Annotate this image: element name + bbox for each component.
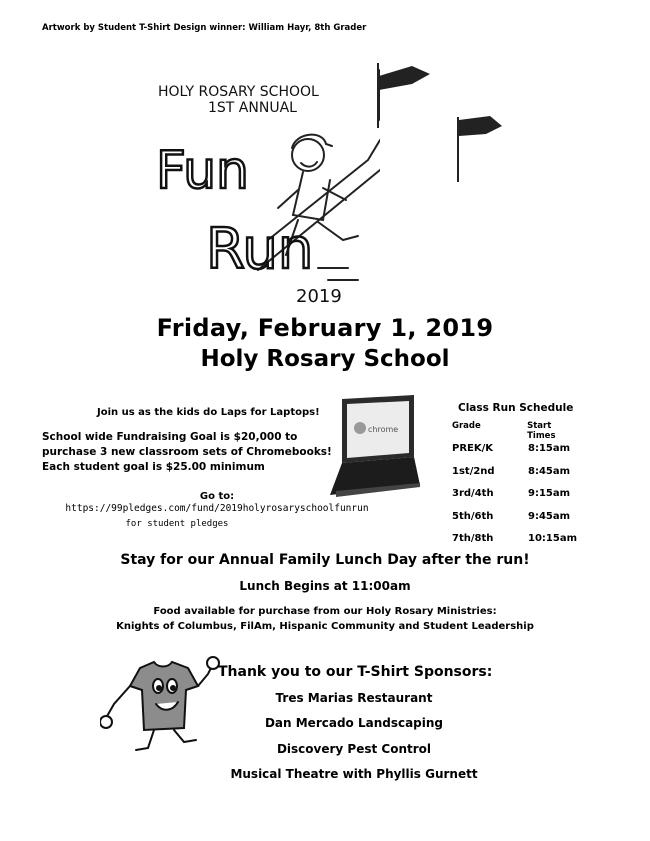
sponsor-item: Discovery Pest Control bbox=[276, 742, 432, 756]
lunch-day-heading: Stay for our Annual Family Lunch Day after the run! bbox=[120, 552, 530, 568]
schedule-grade: 7th/8th bbox=[452, 533, 494, 545]
chromebook-laptop-icon bbox=[330, 395, 420, 500]
sponsors-title: Thank you to our T-Shirt Sponsors: bbox=[218, 664, 493, 680]
schedule-grade: 5th/6th bbox=[452, 510, 494, 522]
pledge-note: for student pledges bbox=[125, 519, 229, 529]
goto-label: Go to: bbox=[199, 491, 235, 502]
schedule-grade: 3rd/4th bbox=[452, 488, 494, 500]
artwork-run: Run bbox=[206, 217, 314, 282]
goal-line: purchase 3 new classroom sets of Chromebooks! bbox=[42, 446, 332, 458]
chrome-label: chrome bbox=[368, 425, 399, 434]
tshirt-mascot-icon bbox=[100, 656, 222, 756]
fun-run-artwork bbox=[118, 40, 380, 308]
schedule-grade: 1st/2nd bbox=[452, 465, 495, 477]
fundraiser-goal bbox=[42, 430, 332, 475]
food-line: Food available for purchase from our Holy Rosary Ministries: bbox=[153, 606, 497, 617]
sponsor-item: Tres Marias Restaurant bbox=[275, 691, 433, 705]
schedule-time: 9:15am bbox=[528, 488, 571, 500]
food-info bbox=[0, 604, 650, 634]
pledge-url-link[interactable]: https://99pledges.com/fund/2019holyrosaryschoolfunrun bbox=[65, 503, 369, 514]
artwork-annual: 1ST ANNUAL bbox=[208, 100, 297, 116]
fundraiser-tagline: Join us as the kids do Laps for Laptops! bbox=[97, 407, 320, 418]
schedule-time: 8:45am bbox=[528, 465, 571, 477]
artwork-credit: Artwork by Student T-Shirt Design winner: William Hayr, 8th Grader bbox=[42, 23, 367, 33]
schedule-time: 8:15am bbox=[528, 443, 571, 454]
schedule-grade: PREK/K bbox=[452, 443, 494, 454]
event-location: Holy Rosary School bbox=[200, 346, 450, 372]
table-row bbox=[452, 441, 582, 456]
sponsor-item: Dan Mercado Landscaping bbox=[264, 716, 444, 730]
schedule-time: 10:15am bbox=[528, 533, 577, 545]
event-date: Friday, February 1, 2019 bbox=[156, 314, 494, 342]
food-line: Knights of Columbus, FilAm, Hispanic Community and Student Leadership bbox=[116, 621, 534, 632]
run-schedule-table bbox=[452, 421, 582, 550]
artwork-fun: Fun bbox=[156, 141, 249, 201]
flag-icon bbox=[450, 112, 510, 187]
table-row bbox=[452, 460, 582, 483]
sponsor-item: Musical Theatre with Phyllis Gurnett bbox=[230, 767, 478, 781]
schedule-header-grade: Grade bbox=[452, 421, 481, 431]
lunch-time: Lunch Begins at 11:00am bbox=[239, 579, 411, 593]
schedule-title: Class Run Schedule bbox=[458, 402, 574, 414]
artwork-year: 2019 bbox=[296, 286, 342, 307]
goal-line: Each student goal is $25.00 minimum bbox=[42, 461, 265, 473]
table-row bbox=[452, 505, 582, 528]
artwork-school-name: HOLY ROSARY SCHOOL bbox=[158, 84, 319, 100]
table-row bbox=[452, 528, 582, 551]
goal-line: School wide Fundraising Goal is $20,000 to bbox=[42, 431, 298, 443]
flag-icon bbox=[372, 58, 442, 133]
schedule-time: 9:45am bbox=[528, 510, 571, 522]
table-row bbox=[452, 483, 582, 506]
schedule-header-time: Start Times bbox=[527, 421, 556, 441]
